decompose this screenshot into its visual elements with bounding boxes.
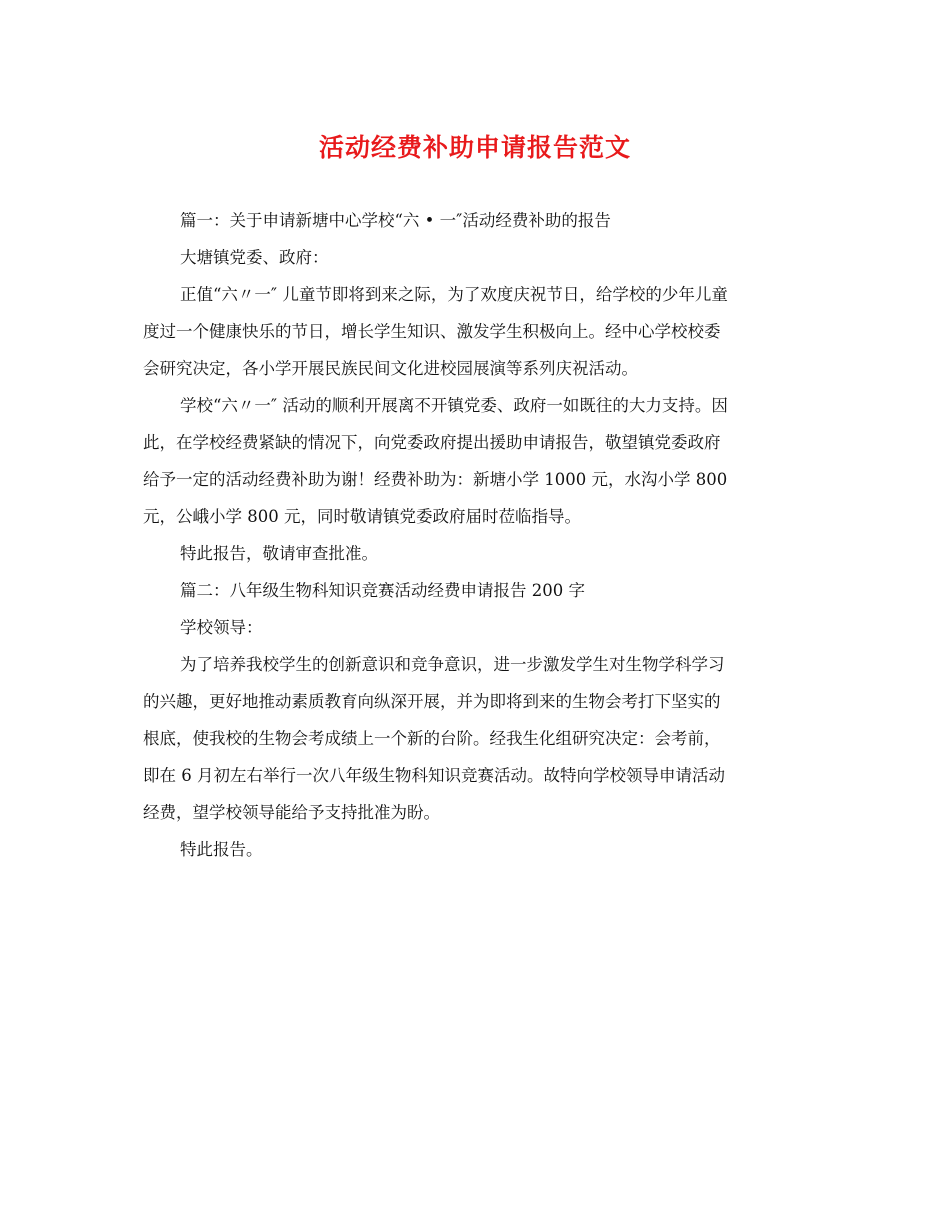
closing-line: 特此报告，敬请审查批准。 (180, 544, 378, 563)
document-title: 活动经费补助申请报告范文 (318, 133, 631, 162)
paragraph-line: 此，在学校经费紧缺的情况下，向党委政府提出援助申请报告，敬望镇党委政府 (143, 433, 721, 452)
paragraph-line: 元，公峨小学 800 元，同时敬请镇党委政府届时莅临指导。 (143, 507, 581, 526)
document-body (143, 202, 813, 868)
paragraph-line: 正值“六〃一″ 儿童节即将到来之际，为了欢度庆祝节日，给学校的少年儿童 (180, 285, 728, 304)
paragraph-line: 给予一定的活动经费补助为谢！经费补助为：新塘小学 1000 元，水沟小学 800 (143, 470, 728, 489)
paragraph-line: 根底，使我校的生物会考成绩上一个新的台阶。经我生化组研究决定：会考前， (143, 729, 721, 748)
paragraph-line: 度过一个健康快乐的节日，增长学生知识、激发学生积极向上。经中心学校校委 (143, 322, 721, 341)
paragraph-line: 会研究决定，各小学开展民族民间文化进校园展演等系列庆祝活动。 (143, 359, 638, 378)
section-one-heading: 篇一：关于申请新塘中心学校“六 • 一″活动经费补助的报告 (180, 211, 611, 230)
section-two-heading: 篇二：八年级生物科知识竞赛活动经费申请报告 200 字 (180, 581, 585, 600)
paragraph-line: 的兴趣，更好地推动素质教育向纵深开展，并为即将到来的生物会考打下坚实的 (143, 692, 721, 711)
paragraph-line: 学校“六〃一″ 活动的顺利开展离不开镇党委、政府一如既往的大力支持。因 (180, 396, 728, 415)
paragraph-line: 即在 6 月初左右举行一次八年级生物科知识竞赛活动。故特向学校领导申请活动 (143, 766, 725, 785)
closing-line: 特此报告。 (180, 840, 263, 859)
salutation: 大塘镇党委、政府： (180, 248, 329, 267)
salutation: 学校领导： (180, 618, 263, 637)
paragraph-line: 经费，望学校领导能给予支持批准为盼。 (143, 803, 440, 822)
paragraph-line: 为了培养我校学生的创新意识和竞争意识，进一步激发学生对生物学科学习 (180, 655, 725, 674)
